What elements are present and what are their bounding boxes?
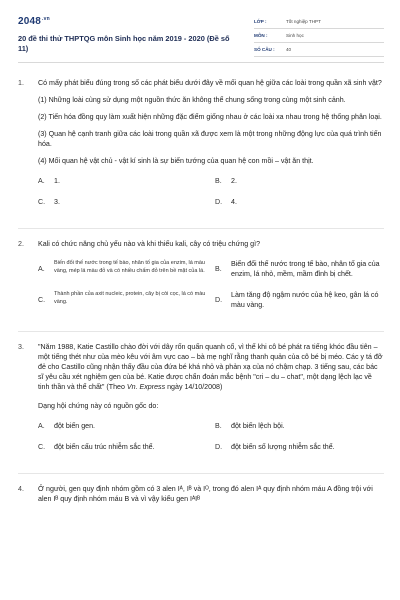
question-separator: [18, 228, 384, 229]
option-letter: A.: [38, 265, 45, 273]
option-text: 1.: [54, 177, 60, 185]
option-text: 4.: [231, 198, 237, 206]
answer-options: [38, 176, 384, 218]
statement: (3) Quan hệ cạnh tranh giữa các loài trong quần xã được xem là một trong những động lực của quá trình tiến hóa.: [38, 130, 382, 148]
answer-option-a[interactable]: [38, 176, 207, 186]
option-letter: B.: [215, 177, 222, 185]
answer-option-c[interactable]: [38, 442, 207, 452]
answer-option-a[interactable]: [38, 421, 207, 431]
meta-value: Sinh học: [286, 33, 304, 38]
option-letter: B.: [215, 265, 222, 273]
question-4: [18, 484, 384, 504]
question-separator: [18, 473, 384, 474]
meta-table: [254, 15, 384, 57]
header-divider: [18, 62, 384, 63]
answer-options: [38, 259, 384, 321]
answer-option-d[interactable]: [215, 197, 384, 207]
statement: (1) Những loài cùng sử dụng một nguồn thức ăn không thể chung sống trong cùng một sinh cảnh.: [38, 96, 346, 104]
option-letter: C.: [38, 296, 46, 304]
document-title: 20 đề thi thử THPTQG môn Sinh học năm 2019 - 2020 (Đề số 11): [18, 34, 230, 53]
option-text: 3.: [54, 198, 60, 206]
option-letter: A.: [38, 422, 45, 430]
option-letter: D.: [215, 296, 223, 304]
question-number: 4.: [18, 485, 24, 493]
passage-source: Vn. Express: [126, 383, 166, 391]
option-letter: C.: [38, 198, 46, 206]
question-number: 1.: [18, 79, 24, 87]
answer-options: [38, 421, 384, 463]
answer-option-d[interactable]: [215, 290, 384, 310]
logo-tld: .vn: [42, 16, 50, 22]
option-text: Biến đổi thế nước trong tế bào, nhân tố gia của enzim, lá màu vàng, mép lá màu đỏ và có nhiều chấm đỏ trên bề mặt của lá.: [54, 260, 205, 274]
question-number: 3.: [18, 343, 24, 351]
answer-option-c[interactable]: [38, 197, 207, 207]
answer-option-b[interactable]: [215, 259, 384, 279]
option-letter: D.: [215, 198, 223, 206]
option-text: 2.: [231, 177, 237, 185]
meta-key: SỐ CÂU :: [254, 47, 275, 52]
question-prompt: Dạng hội chứng này có nguồn gốc do:: [38, 402, 159, 410]
answer-option-d[interactable]: [215, 442, 384, 452]
question-2: [18, 239, 384, 321]
meta-key: LỚP :: [254, 19, 267, 24]
option-text: Thành phần của axit nucleic, protein, cây bị còi cọc, lá có màu vàng.: [54, 291, 206, 305]
question-list: [18, 78, 384, 514]
answer-option-b[interactable]: [215, 421, 384, 431]
option-letter: A.: [38, 177, 45, 185]
question-1: [18, 78, 384, 218]
option-letter: B.: [215, 422, 222, 430]
option-text: Làm tăng độ ngậm nước của hệ keo, gân lá có màu vàng.: [231, 291, 379, 309]
answer-option-b[interactable]: [215, 176, 384, 186]
answer-option-c[interactable]: [38, 290, 207, 310]
option-text: đột biến lệch bội.: [231, 422, 285, 430]
question-text: Có mấy phát biểu đúng trong số các phát biểu dưới đây về mối quan hệ giữa các loài trong quần xã sinh vật?: [38, 79, 382, 87]
meta-key: MÔN :: [254, 33, 268, 38]
meta-row-class: [254, 15, 384, 29]
logo-text: 2048: [18, 16, 42, 27]
logo[interactable]: [18, 16, 50, 27]
option-text: Biến đổi thế nước trong tế bào, nhân tố gia của enzim, lá nhỏ, mềm, mầm đỉnh bị chết.: [231, 260, 380, 278]
statement: (2) Tiến hóa đồng quy làm xuất hiện những đặc điểm giống nhau ở các loài xa nhau trong hệ thống phân loại.: [38, 113, 382, 121]
question-text: Ở người, gen quy định nhóm gồm có 3 alen Iᴬ, Iᴮ và Iᴼ, trong đó alen Iᴬ quy định nhóm máu A đồng trội với alen Iᴮ quy định nhóm máu B và vì vậy kiểu gen IᴬIᴮ: [38, 485, 373, 503]
option-letter: D.: [215, 443, 223, 451]
option-letter: C.: [38, 443, 46, 451]
meta-value: Tốt nghiệp THPT: [286, 19, 321, 24]
meta-row-subject: [254, 29, 384, 43]
question-3: [18, 342, 384, 463]
meta-value: 40: [286, 47, 292, 52]
answer-option-a[interactable]: [38, 259, 207, 279]
passage-text: "Năm 1988, Katie Castillo chào đời với dây rốn quấn quanh cổ, vì thế khi cô bé phát ra tiếng khóc đầu tiên – một tiếng thét như của mèo kêu với âm vực cao – bà mẹ nghĩ rằng thanh quản của cô bé bị méo. Các y tá đỡ đẻ cho Castillo cũng nhận thấy đầu của đứa bé khá nhỏ và phản xạ của nó chậm chạp. 3 tiếng sau, các bác sĩ yêu cầu xét nghiệm gen của bé. Katie được chẩn đoán mắc bệnh "cri – du – chat", một dạng lệch lạc về tinh thần và thể chất" (Theo: [38, 343, 383, 391]
option-text: đột biến cấu trúc nhiễm sắc thể.: [54, 443, 155, 451]
passage-date: ngày 14/10/2008): [165, 383, 223, 391]
meta-row-count: [254, 43, 384, 57]
option-text: đột biến gen.: [54, 422, 96, 430]
question-separator: [18, 331, 384, 332]
page-header: [18, 12, 384, 56]
question-passage: [38, 342, 384, 392]
option-text: đột biến số lượng nhiễm sắc thể.: [231, 443, 335, 451]
statement: (4) Mối quan hệ vật chủ - vật kí sinh là sự biến tướng của quan hệ con mồi – vật ăn thịt.: [38, 157, 314, 165]
question-text: Kali có chức năng chủ yếu nào và khi thiếu kali, cây có triệu chứng gì?: [38, 240, 261, 248]
question-number: 2.: [18, 240, 24, 248]
